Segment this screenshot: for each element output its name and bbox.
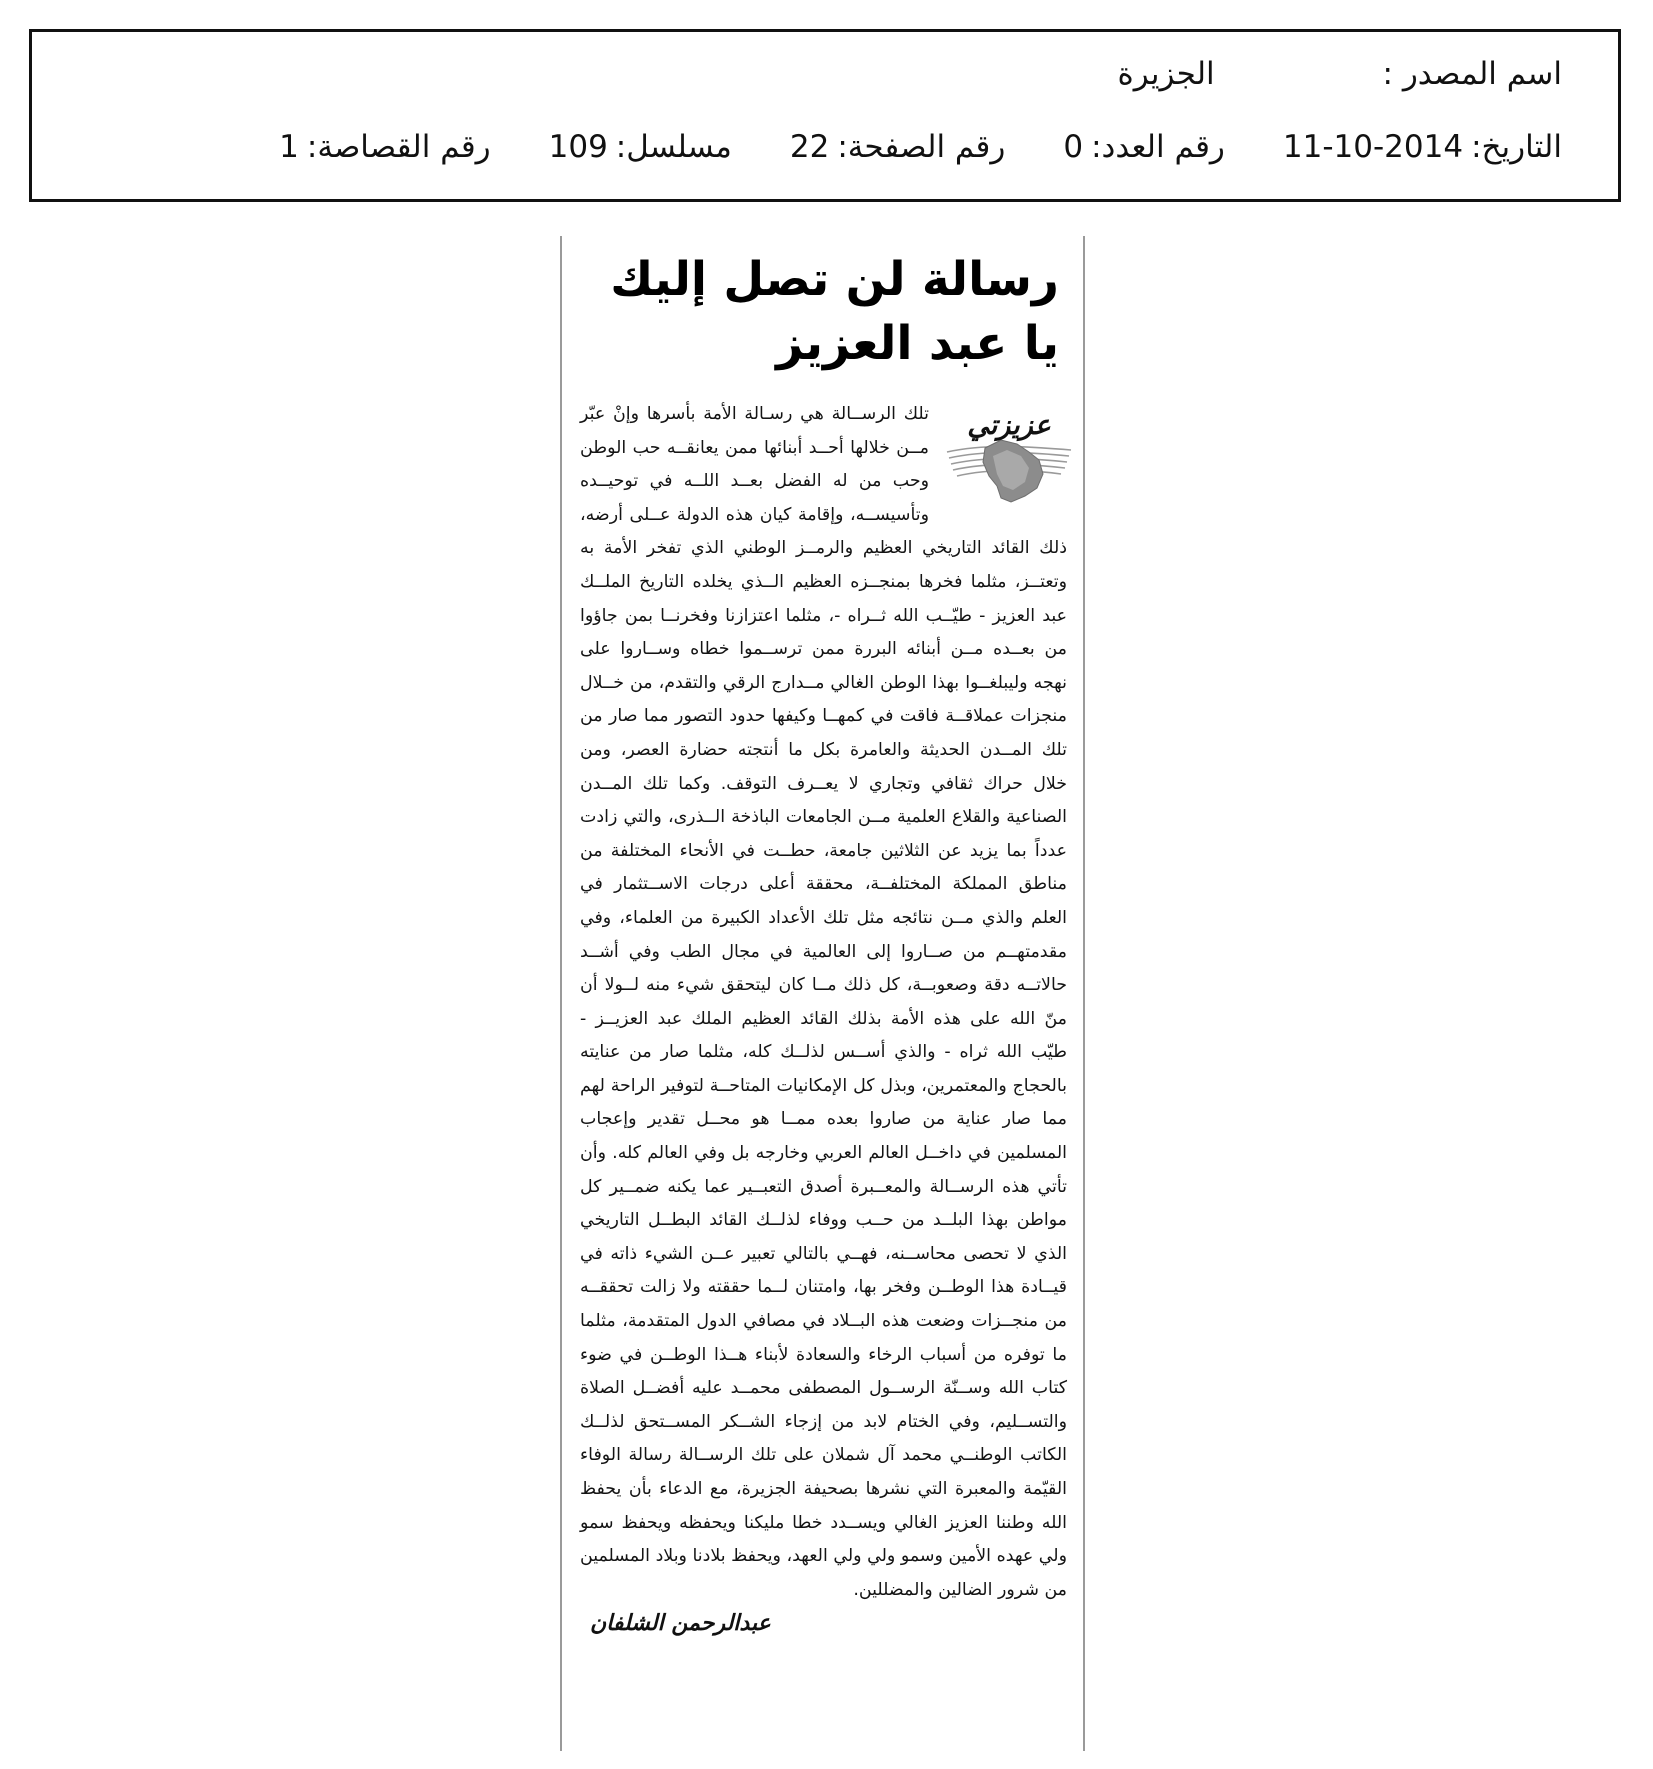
headline-line-2: يا عبد العزيز [776, 316, 1059, 371]
article-author: عبدالرحمن الشلفان [590, 1611, 771, 1637]
clipping-header [29, 29, 1621, 202]
issue-field [1063, 127, 1225, 167]
saudi-map-logo-icon [943, 400, 1075, 510]
article-body-wrap [572, 398, 1075, 1641]
issue-label: رقم العدد: [1091, 129, 1225, 165]
page-label: رقم الصفحة: [837, 129, 1006, 165]
serial-value: 109 [548, 129, 608, 165]
clip-number-value: 1 [279, 129, 299, 165]
clipping-right-rule [1083, 236, 1085, 1751]
date-label: التاريخ: [1471, 129, 1562, 165]
serial-field [549, 127, 732, 167]
clip-number-field [279, 127, 490, 167]
source-value: الجزيرة [1117, 56, 1215, 92]
article-body-text: تلك الرســالة هي رسـالة الأمة بأسرها وإنْ عبّر مــن خلالها أحــد أبنائها ممن يعانقــه حب الوطن وحب من له الفضل بعــد اللــه في توحيــده وتأسيســه، وإقامة كيان هذه الدولة عــلى أرضه، ذلك القائد التاريخي العظيم والرمــز الوطني الذي تفخر الأمة به وتعتــز، مثلما فخرها بمنجــزه العظيم الــذي يخلده التاريخ الملــك عبد العزيز - طيّــب الله ثــراه -، مثلما اعتزازنا وفخرنــا بمن جاؤوا من بعــده مــن أبنائه البررة ممن ترســموا خطاه وســاروا على نهجه وليبلغــوا بهذا الوطن الغالي مــدارج الرقي والتقدم، من خــلال منجزات عملاقــة فاقت في كمهــا وكيفها حدود التصور مما صار من تلك المــدن الحديثة والعامرة بكل ما أنتجته حضارة العصر، ومن خلال حراك ثقافي وتجاري لا يعــرف التوقف. وكما تلك المــدن الصناعية والقلاع العلمية مــن الجامعات الباذخة الــذرى، والتي زادت عدداً بما يزيد عن الثلاثين جامعة، حطــت في الأنحاء المختلفة من مناطق المملكة المختلفــة، محققة أعلى درجات الاســتثمار في العلم والذي مــن نتائجه مثل تلك الأعداد الكبيرة من العلماء، وفي مقدمتهــم من صــاروا إلى العالمية في مجال الطب وفي أشــد حالاتــه دقة وصعوبــة، كل ذلك مــا كان ليتحقق شيء منه لــولا أن منّ الله على هذه الأمة بذلك القائد العظيم الملك عبد العزيــز - طيّب الله ثراه - والذي أســس لذلــك كله، مثلما صار من عنايته بالحجاج والمعتمرين، وبذل كل الإمكانيات المتاحــة لتوفير الراحة لهم مما صار عناية من صاروا بعده ممــا هو محــل تقدير وإعجاب المسلمين في داخــل العالم العربي وخارجه بل وفي العالم كله. وأن تأتي هذه الرســالة والمعــبرة أصدق التعبــير عما يكنه ضمــير كل مواطن بهذا البلــد من حــب ووفاء لذلــك القائد البطــل التاريخي الذي لا تحصى محاســنه، فهــي بالتالي تعبير عــن الشيء ذاته في قيــادة هذا الوطــن وفخر بها، وامتنان لــما حققته ولا زالت تحققــه من منجــزات وضعت هذه البــلاد في مصافي الدول المتقدمة، مثلما ما توفره من أسباب الرخاء والسعادة لأبناء هــذا الوطــن في ضوء كتاب الله وســنّة الرســول المصطفى محمــد عليه أفضــل الصلاة والتســليم، وفي الختام لابد من إزجاء الشــكر المســتحق لذلــك الكاتب الوطنــي محمد آل شملان على تلك الرســالة رسالة الوفاء القيّمة والمعبرة التي نشرها بصحيفة الجزيرة، مع الدعاء بأن يحفظ الله وطننا العزيز الغالي ويســدد خطا مليكنا ويحفظه ويحفظ سمو ولي عهده الأمين وسمو ولي ولي العهد، ويحفظ بلادنا وبلاد المسلمين من شرور الضالين والمضللين. [580, 404, 1067, 1600]
source-field [1118, 54, 1563, 94]
issue-value: 0 [1063, 129, 1084, 165]
column-name-text: عزيزتي [967, 410, 1051, 441]
newspaper-clipping [572, 248, 1075, 1753]
page-field [790, 127, 1005, 167]
header-meta-line [279, 127, 1562, 167]
header-source-line [1118, 54, 1563, 94]
date-field [1283, 127, 1562, 167]
clip-number-label: رقم القصاصة: [306, 129, 491, 165]
page-value: 22 [789, 129, 830, 165]
source-label: اسم المصدر : [1382, 56, 1562, 92]
date-value: 2014-10-11 [1282, 129, 1464, 165]
serial-label: مسلسل: [615, 129, 732, 165]
headline-line-1: رسالة لن تصل إليك [610, 252, 1059, 307]
clipping-left-rule [560, 236, 562, 1751]
article-headline [572, 248, 1075, 376]
